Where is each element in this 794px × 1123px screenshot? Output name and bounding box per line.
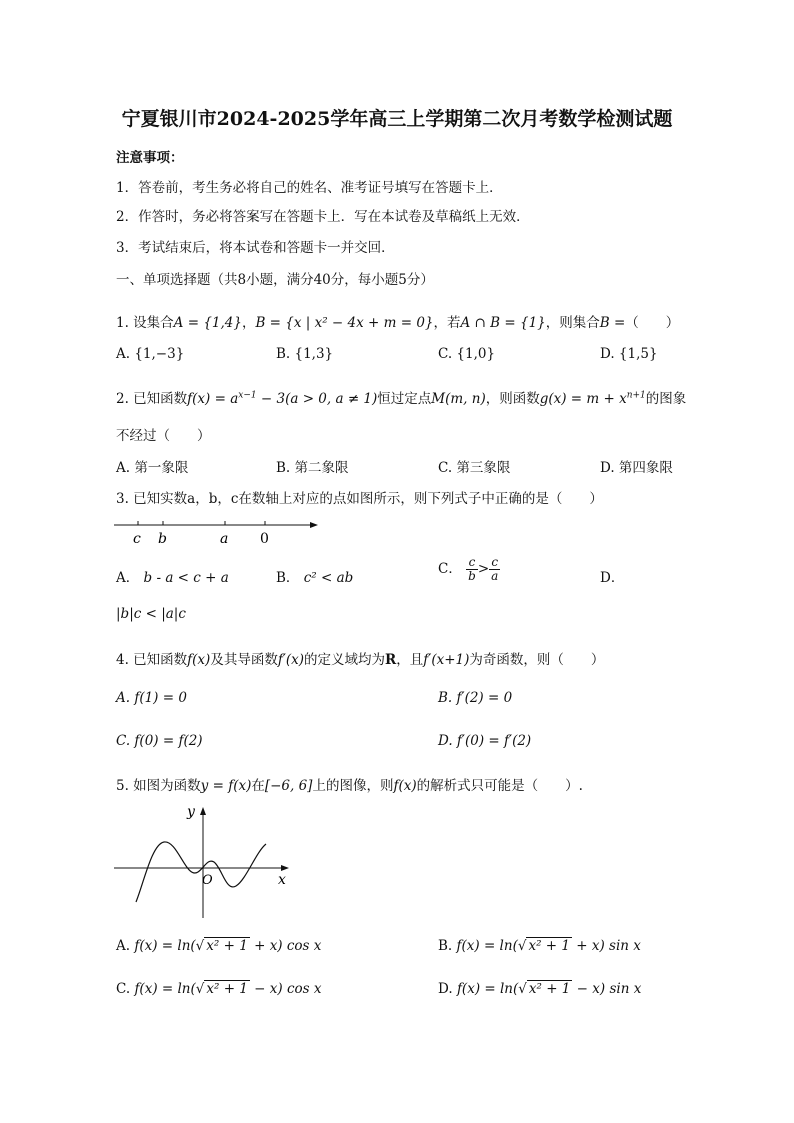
graph-label-origin: O bbox=[202, 873, 213, 888]
q3-option-a: A． b - a < c + a bbox=[116, 570, 229, 586]
q4-option-c: C. f(0) = f(2) bbox=[116, 733, 203, 749]
q2-func: $f(x) = a^{x-1} - 3$ bbox=[187, 390, 286, 407]
axis-label-a: a bbox=[220, 531, 229, 547]
q1-suffix: ，则集合 bbox=[545, 315, 600, 331]
q4-option-d: D. f′(0) = f′(2) bbox=[438, 733, 532, 749]
section-heading: 一、单项选择题（共8小题，满分40分，每小题5分） bbox=[116, 272, 434, 288]
q2-suffix: 的图象 bbox=[645, 391, 687, 407]
axis-label-b: b bbox=[158, 531, 167, 547]
q2-option-b: B. 第二象限 bbox=[276, 460, 349, 476]
q1-set-a: A = {1,4} bbox=[173, 315, 242, 331]
axis-label-c: c bbox=[133, 531, 141, 547]
q2-g: $g(x) = m + x^{n+1}$ bbox=[539, 390, 646, 407]
q1-condition: A ∩ B = {1} bbox=[460, 315, 546, 331]
q3-option-d-label: D． bbox=[600, 570, 625, 586]
function-curve bbox=[136, 842, 266, 902]
q1-option-c: C. {1,0} bbox=[438, 346, 496, 362]
q2-cond: (a > 0, a ≠ 1) bbox=[285, 391, 378, 407]
notice-heading: 注意事项： bbox=[116, 150, 184, 166]
q2-prefix: 2. 已知函数 bbox=[116, 391, 188, 407]
question-5: 5. 如图为函数y = f(x)在[−6, 6]上的图像，则f(x)的解析式只可能是（ ）. bbox=[116, 778, 583, 794]
q5-option-b: B. f(x) = ln(√ x² + 1 + x) sin x bbox=[438, 938, 641, 954]
q1-paren: （ ） bbox=[625, 315, 680, 331]
q1-option-b: B. {1,3} bbox=[276, 346, 334, 362]
q3-option-b: B． c² < ab bbox=[276, 570, 354, 586]
q2-option-a: A. 第一象限 bbox=[116, 460, 189, 476]
notice-item-1: 1．答卷前，考生务必将自己的姓名、准考证号填写在答题卡上． bbox=[116, 180, 503, 196]
q1-comma: ， bbox=[241, 315, 256, 331]
q1-set-b: B = {x | x² − 4x + m = 0} bbox=[255, 315, 434, 331]
q1-option-d: D. {1,5} bbox=[600, 346, 658, 362]
q5-option-a: A. f(x) = ln(√ x² + 1 + x) cos x bbox=[116, 938, 322, 954]
q2-option-c: C. 第三象限 bbox=[438, 460, 511, 476]
question-3: 3. 已知实数a，b，c在数轴上对应的点如图所示，则下列式子中正确的是（ ） bbox=[116, 491, 603, 507]
q2-mid: 恒过定点 bbox=[377, 391, 432, 407]
question-2 bbox=[116, 387, 686, 407]
q1-mid: ，若 bbox=[433, 315, 461, 331]
q2-point: M(m, n) bbox=[431, 391, 486, 407]
q3-option-c: C． $\frac{c}{b}$ > $\frac{c}{a}$ bbox=[438, 555, 499, 583]
question-1 bbox=[116, 311, 679, 331]
notice-item-2: 2．作答时，务必将答案写在答题卡上．写在本试卷及草稿纸上无效． bbox=[116, 209, 530, 225]
graph-label-x: x bbox=[278, 872, 286, 888]
q2-mid2: ，则函数 bbox=[485, 391, 540, 407]
function-graph-figure bbox=[110, 800, 300, 922]
page-title: 宁夏银川市2024-2025学年高三上学期第二次月考数学检测试题 bbox=[121, 108, 673, 130]
q3-option-d: |b|c < |a|c bbox=[116, 606, 186, 622]
question-4: 4. 已知函数f(x)及其导函数f′(x)的定义域均为R，且f′(x+1)为奇函数，则（ ） bbox=[116, 652, 605, 668]
q5-option-d: D. f(x) = ln(√ x² + 1 − x) sin x bbox=[438, 981, 642, 997]
q4-option-a: A. f(1) = 0 bbox=[116, 690, 187, 706]
q1-option-a: A. {1,−3} bbox=[116, 346, 185, 362]
q4-option-b: B. f′(2) = 0 bbox=[438, 690, 513, 706]
q2-line-2: 不经过（ ） bbox=[116, 428, 211, 444]
q1-target: B = bbox=[599, 315, 626, 331]
q5-option-c: C. f(x) = ln(√ x² + 1 − x) cos x bbox=[116, 981, 322, 997]
q1-prefix: 1. 设集合 bbox=[116, 315, 174, 331]
number-line-figure bbox=[112, 514, 322, 548]
graph-label-y: y bbox=[187, 804, 195, 820]
notice-item-3: 3．考试结束后，将本试卷和答题卡一并交回． bbox=[116, 240, 395, 256]
axis-label-zero: 0 bbox=[260, 531, 269, 547]
q2-option-d: D. 第四象限 bbox=[600, 460, 673, 476]
